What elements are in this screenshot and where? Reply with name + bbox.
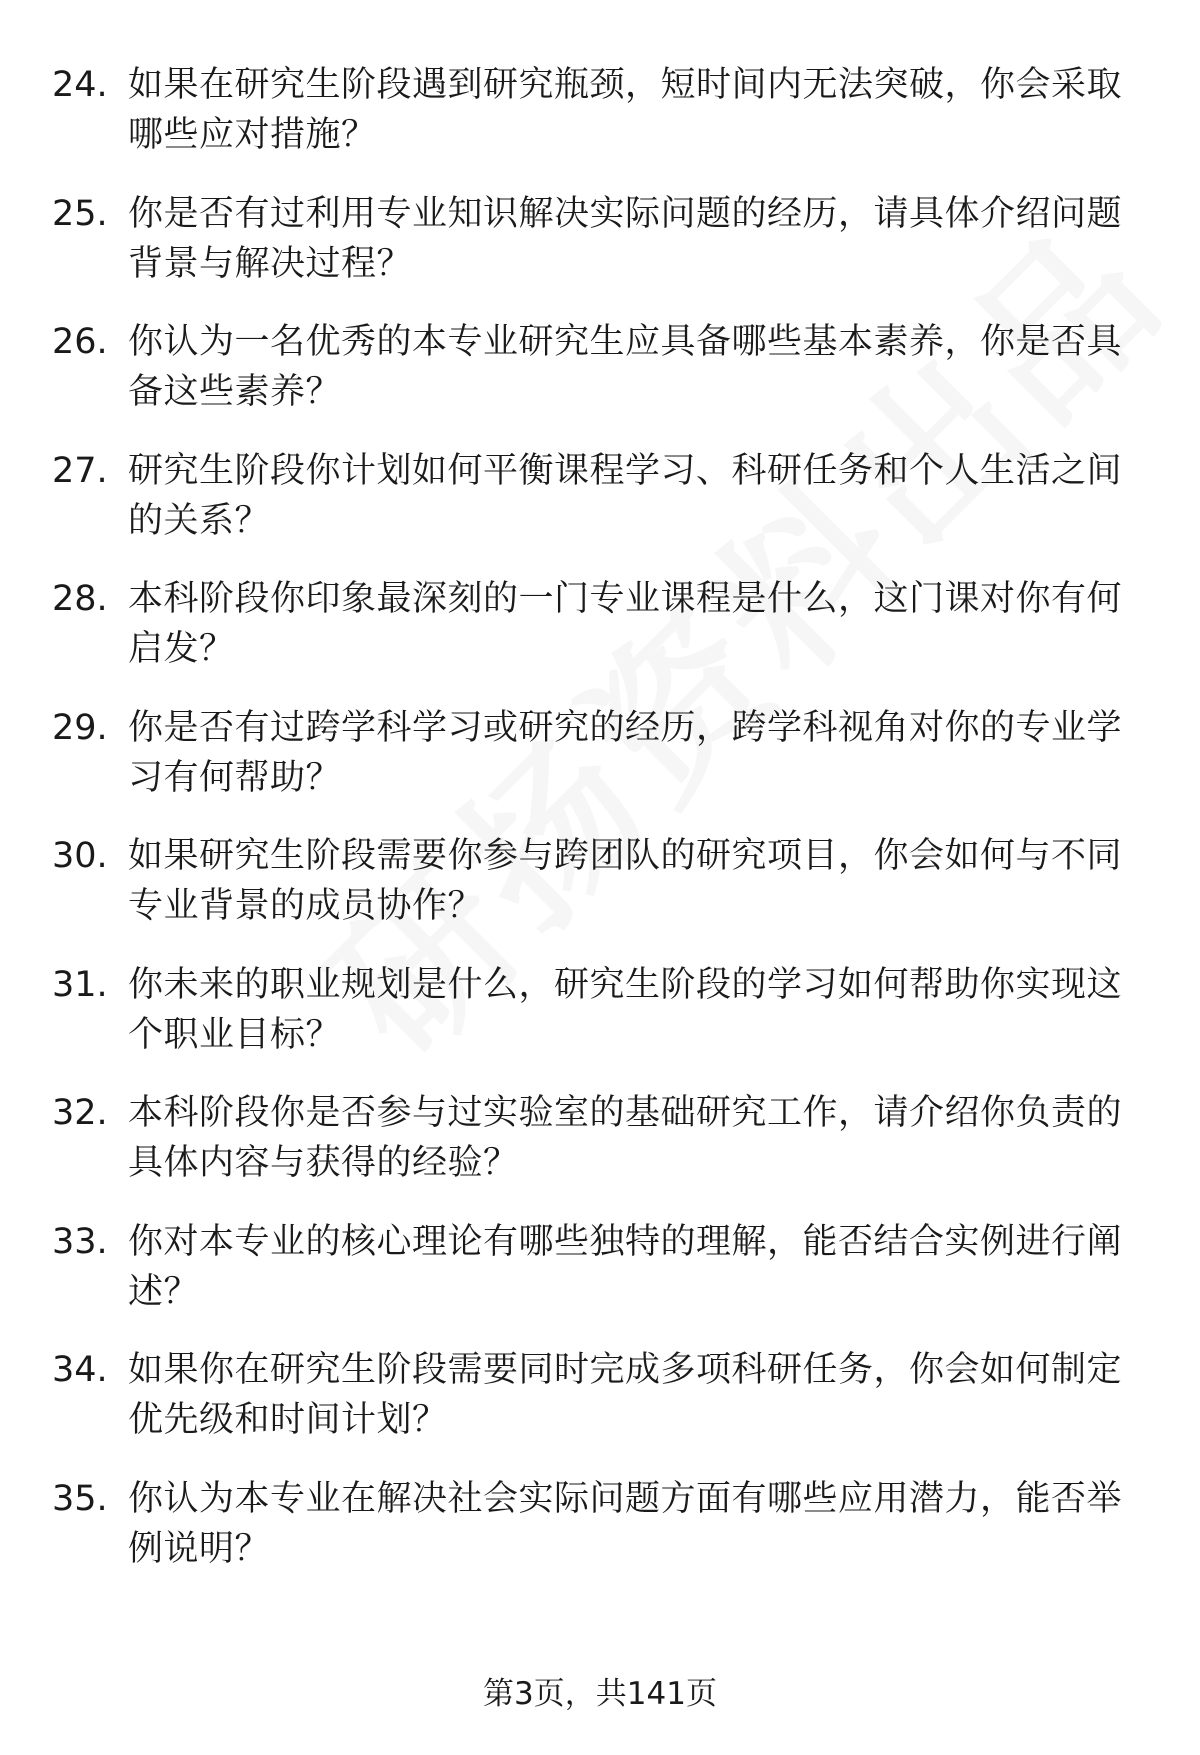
question-list bbox=[0, 60, 1200, 1602]
page-footer: 第3页，共141页 bbox=[483, 1676, 717, 1712]
question-item bbox=[0, 317, 1200, 446]
question-number: 34. bbox=[52, 1350, 108, 1390]
question-number: 32. bbox=[52, 1093, 108, 1133]
question-text: 你对本专业的核心理论有哪些独特的理解，能否结合实例进行阐述？ bbox=[128, 1221, 1123, 1312]
question-text: 研究生阶段你计划如何平衡课程学习、科研任务和个人生活之间的关系？ bbox=[128, 450, 1123, 541]
question-number: 26. bbox=[52, 322, 108, 362]
question-number: 30. bbox=[52, 836, 108, 876]
question-text: 本科阶段你是否参与过实验室的基础研究工作，请介绍你负责的具体内容与获得的经验？ bbox=[128, 1093, 1123, 1183]
question-item bbox=[0, 1088, 1200, 1217]
question-text: 你未来的职业规划是什么，研究生阶段的学习如何帮助你实现这个职业目标？ bbox=[128, 964, 1123, 1055]
question-number: 28. bbox=[52, 579, 108, 619]
question-number: 29. bbox=[52, 707, 108, 748]
question-text: 你认为一名优秀的本专业研究生应具备哪些基本素养，你是否具备这些素养？ bbox=[128, 322, 1123, 412]
question-item bbox=[0, 831, 1200, 960]
question-number: 31. bbox=[52, 964, 108, 1005]
question-item bbox=[0, 446, 1200, 575]
question-item bbox=[0, 1474, 1200, 1603]
question-number: 24. bbox=[52, 65, 108, 105]
question-text: 如果研究生阶段需要你参与跨团队的研究项目，你会如何与不同专业背景的成员协作？ bbox=[128, 836, 1123, 926]
question-item bbox=[0, 960, 1200, 1089]
question-number: 33. bbox=[52, 1221, 108, 1262]
question-number: 25. bbox=[52, 193, 108, 234]
question-text: 你是否有过跨学科学习或研究的经历，跨学科视角对你的专业学习有何帮助？ bbox=[128, 707, 1123, 798]
question-number: 35. bbox=[52, 1478, 108, 1519]
question-item bbox=[0, 703, 1200, 832]
question-text: 如果在研究生阶段遇到研究瓶颈，短时间内无法突破，你会采取哪些应对措施？ bbox=[128, 65, 1123, 155]
question-text: 本科阶段你印象最深刻的一门专业课程是什么，这门课对你有何启发？ bbox=[128, 579, 1123, 669]
question-text: 如果你在研究生阶段需要同时完成多项科研任务，你会如何制定优先级和时间计划？ bbox=[128, 1350, 1123, 1440]
question-item bbox=[0, 60, 1200, 189]
question-text: 你是否有过利用专业知识解决实际问题的经历，请具体介绍问题背景与解决过程？ bbox=[128, 193, 1123, 284]
question-item bbox=[0, 1217, 1200, 1346]
question-item bbox=[0, 574, 1200, 703]
question-number: 27. bbox=[52, 450, 108, 491]
question-item bbox=[0, 1345, 1200, 1474]
question-item bbox=[0, 189, 1200, 318]
question-text: 你认为本专业在解决社会实际问题方面有哪些应用潜力，能否举例说明？ bbox=[128, 1478, 1123, 1569]
